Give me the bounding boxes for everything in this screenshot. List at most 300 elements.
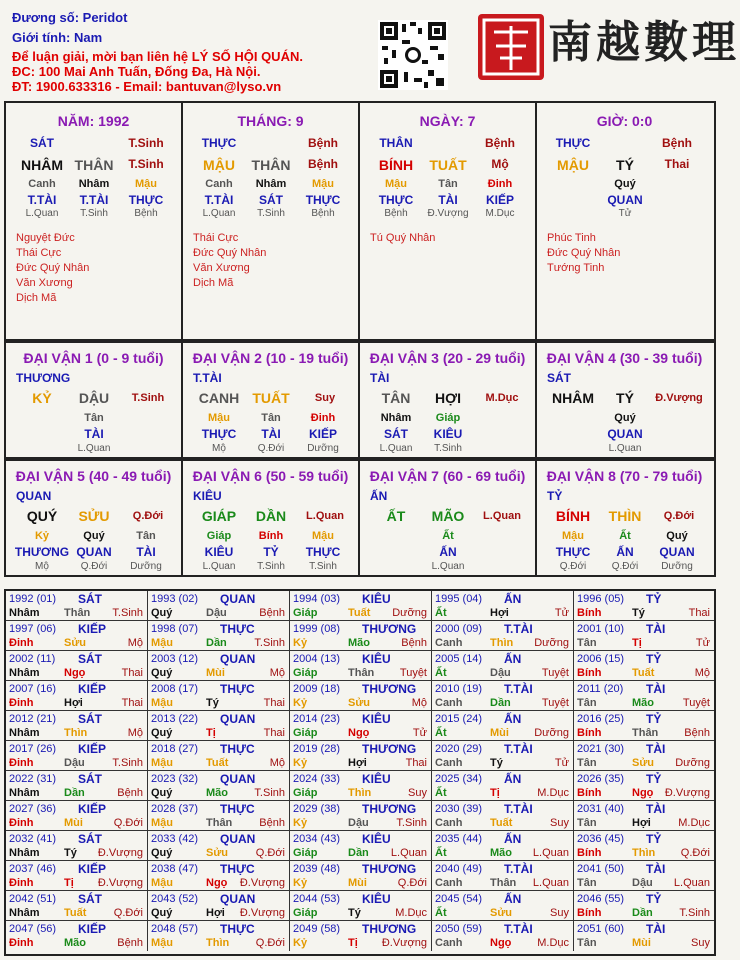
year-grid xyxy=(4,589,716,956)
year-truong-sinh: Tuyệt xyxy=(541,697,569,709)
four-pillars xyxy=(4,101,716,341)
year-chi: Sửu xyxy=(348,697,371,709)
year-truong-sinh: M.Dục xyxy=(537,937,569,949)
year-can: Canh xyxy=(435,817,463,829)
year-chi: Thân xyxy=(64,607,91,619)
year-cell xyxy=(432,621,574,651)
dai-van-h2-1: KIÊU xyxy=(433,427,463,441)
year-chi: Mão xyxy=(206,787,228,799)
pillar-r4-2: KIẾP xyxy=(485,193,515,207)
year-truong-sinh: Tuyệt xyxy=(399,667,427,679)
dai-van-can: QUÝ xyxy=(26,508,58,524)
year-truong-sinh: Dưỡng xyxy=(675,757,710,769)
dai-van-h1-2: Mậu xyxy=(312,530,334,542)
dai-van-truong-sinh: M.Dục xyxy=(485,392,519,404)
dai-van-chi: MÃO xyxy=(431,508,465,524)
year-truong-sinh: Đ.Vượng xyxy=(239,907,285,919)
year-label: 2005 (14) xyxy=(435,653,483,665)
year-star: TỶ xyxy=(646,652,662,666)
qr-code-icon xyxy=(378,20,448,90)
pillar-r2-0: MẬU xyxy=(203,157,235,173)
year-truong-sinh: Thai xyxy=(263,697,285,709)
year-cell xyxy=(432,831,574,861)
year-star: QUAN xyxy=(220,892,256,906)
year-truong-sinh: Q.Đới xyxy=(113,817,143,829)
year-cell xyxy=(148,711,290,741)
year-can: Tân xyxy=(577,757,597,769)
year-chi: Hợi xyxy=(64,697,83,709)
year-label: 2008 (17) xyxy=(151,683,199,695)
year-label: 2044 (53) xyxy=(293,893,341,905)
year-label: 2037 (46) xyxy=(9,863,57,875)
year-star: THƯƠNG xyxy=(362,742,417,756)
dai-van-h2-2: KIẾP xyxy=(308,427,338,441)
year-chi: Tý xyxy=(64,847,77,859)
year-can: Tân xyxy=(577,817,597,829)
year-label: 1994 (03) xyxy=(293,593,341,605)
dai-van-h1-1: Tân xyxy=(261,412,281,424)
pillar-r4-0: T.TÀI xyxy=(27,193,57,207)
year-star: TÀI xyxy=(646,622,666,636)
dai-van-sao: TÀI xyxy=(370,371,390,385)
year-cell xyxy=(432,651,574,681)
dai-van-sao: KIÊU xyxy=(193,489,222,503)
pillar-r4-2: THỰC xyxy=(128,193,164,207)
dai-van-8 xyxy=(537,461,712,575)
year-can: Đinh xyxy=(9,937,34,949)
year-cell xyxy=(574,741,714,771)
pillar-r3-2: Mậu xyxy=(135,178,157,190)
dai-van-title: ĐẠI VẬN 8 (70 - 79 tuổi) xyxy=(546,468,703,484)
dai-van-truong-sinh: Suy xyxy=(314,392,336,404)
year-truong-sinh: Dưỡng xyxy=(534,727,569,739)
year-chi: Ngọ xyxy=(206,877,228,889)
dai-van-chi: HỢI xyxy=(435,390,461,406)
year-cell xyxy=(148,741,290,771)
star-item: Đức Quý Nhân xyxy=(547,247,621,259)
pillar-r1-2: Bệnh xyxy=(485,136,515,150)
year-truong-sinh: Tử xyxy=(412,727,427,739)
year-truong-sinh: Đ.Vượng xyxy=(97,877,143,889)
year-cell xyxy=(148,771,290,801)
dai-van-can: CANH xyxy=(198,390,240,406)
year-cell xyxy=(6,651,148,681)
year-chi: Mão xyxy=(632,697,654,709)
dai-van-h1-0: Kỷ xyxy=(34,530,50,542)
year-cell xyxy=(6,921,148,951)
dai-van-sao: ẤN xyxy=(370,489,388,503)
year-star: QUAN xyxy=(220,772,256,786)
year-cell xyxy=(6,711,148,741)
year-star: KIẾP xyxy=(78,862,107,876)
pillar-r5-0: L.Quan xyxy=(202,208,236,219)
dai-van-h2-1: TÀI xyxy=(84,427,104,441)
pillar-1 xyxy=(183,103,360,339)
year-chi: Sửu xyxy=(64,637,87,649)
pillar-r3-1: Quý xyxy=(614,178,636,190)
year-chi: Ngọ xyxy=(64,667,86,679)
year-chi: Thìn xyxy=(64,727,88,739)
year-can: Bính xyxy=(577,907,602,919)
pillar-r5-2: M.Dục xyxy=(485,208,515,219)
year-label: 2034 (43) xyxy=(293,833,341,845)
dai-van-title: ĐẠI VẬN 7 (60 - 69 tuổi) xyxy=(369,468,526,484)
year-chi: Dần xyxy=(490,697,511,709)
year-label: 2019 (28) xyxy=(293,743,341,755)
year-truong-sinh: Đ.Vượng xyxy=(381,937,427,949)
pillar-r5-0: Bệnh xyxy=(384,208,408,219)
dai-van-h2-2: TÀI xyxy=(136,545,156,559)
year-truong-sinh: Tử xyxy=(554,757,569,769)
year-chi: Tý xyxy=(206,697,219,709)
year-cell xyxy=(290,921,432,951)
year-chi: Tị xyxy=(64,877,74,889)
pillar-r1-2: Bệnh xyxy=(662,136,692,150)
year-truong-sinh: T.Sinh xyxy=(112,757,143,769)
pillar-r2-1: THÂN xyxy=(74,157,114,173)
year-star: TỶ xyxy=(646,832,662,846)
dai-van-h3-1: T.Sinh xyxy=(257,561,285,572)
year-truong-sinh: L.Quan xyxy=(532,877,569,889)
year-chi: Tị xyxy=(206,727,216,739)
year-can: Mậu xyxy=(151,697,173,709)
year-cell xyxy=(574,651,714,681)
dai-van-h3-2: Dưỡng xyxy=(661,561,693,572)
year-can: Canh xyxy=(435,697,463,709)
year-can: Quý xyxy=(151,607,173,619)
year-star: SÁT xyxy=(78,712,102,726)
year-star: THƯƠNG xyxy=(362,862,417,876)
year-star: KIẾP xyxy=(78,802,107,816)
year-cell xyxy=(290,771,432,801)
year-label: 2017 (26) xyxy=(9,743,57,755)
dai-van-title: ĐẠI VẬN 6 (50 - 59 tuổi) xyxy=(192,468,349,484)
year-cell xyxy=(6,891,148,921)
star-item: Dịch Mã xyxy=(193,277,234,289)
year-truong-sinh: T.Sinh xyxy=(254,637,285,649)
star-item: Thái Cực xyxy=(16,247,62,259)
year-label: 2035 (44) xyxy=(435,833,483,845)
pillar-r1-2: Bệnh xyxy=(308,136,338,150)
dai-van-h2-2: QUAN xyxy=(659,545,695,559)
year-star: ẤN xyxy=(504,592,522,606)
year-star: T.TÀI xyxy=(504,922,533,936)
pillar-r5-2: Bệnh xyxy=(311,208,335,219)
dai-van-h2-1: QUAN xyxy=(607,427,643,441)
year-star: KIÊU xyxy=(362,712,391,726)
year-label: 2029 (38) xyxy=(293,803,341,815)
year-cell xyxy=(574,801,714,831)
year-star: QUAN xyxy=(220,592,256,606)
year-label: 2001 (10) xyxy=(577,623,625,635)
year-star: TÀI xyxy=(646,862,666,876)
year-star: THƯƠNG xyxy=(362,802,417,816)
year-cell xyxy=(432,921,574,951)
star-item: Tú Quý Nhân xyxy=(370,232,436,244)
dai-van-h3-0: L.Quan xyxy=(202,561,236,572)
year-truong-sinh: Đ.Vượng xyxy=(239,877,285,889)
year-can: Mậu xyxy=(151,637,173,649)
year-label: 1996 (05) xyxy=(577,593,625,605)
year-truong-sinh: Tử xyxy=(695,637,710,649)
year-chi: Sửu xyxy=(490,907,513,919)
pillar-stars xyxy=(370,231,435,246)
pillar-r3-1: Nhâm xyxy=(255,178,287,190)
year-label: 2030 (39) xyxy=(435,803,483,815)
dai-van-h3-2: Dưỡng xyxy=(307,443,339,454)
year-label: 2024 (33) xyxy=(293,773,341,785)
address: ĐC: 100 Mai Anh Tuấn, Đống Đa, Hà Nội. xyxy=(12,64,261,79)
year-label: 2039 (48) xyxy=(293,863,341,875)
year-chi: Dần xyxy=(348,847,369,859)
year-cell xyxy=(574,711,714,741)
year-can: Nhâm xyxy=(9,787,40,799)
year-star: ẤN xyxy=(504,892,522,906)
star-item: Đức Quý Nhân xyxy=(193,247,267,259)
contact-note: Để luận giải, mời bạn liên hệ LÝ SỐ HỘI QUÁN. xyxy=(12,49,303,64)
year-chi: Thân xyxy=(632,727,659,739)
year-chi: Hợi xyxy=(348,757,367,769)
dai-van-h3-1: T.Sinh xyxy=(434,443,462,454)
dai-van-title: ĐẠI VẬN 4 (30 - 39 tuổi) xyxy=(546,350,703,366)
star-item: Nguyệt Đức xyxy=(16,232,75,244)
dai-van-5 xyxy=(6,461,183,575)
dai-van-can: ẤT xyxy=(386,508,406,524)
year-truong-sinh: Thai xyxy=(405,757,427,769)
year-chi: Mùi xyxy=(632,937,651,949)
star-item: Thái Cực xyxy=(193,232,239,244)
year-label: 2020 (29) xyxy=(435,743,483,755)
year-can: Giáp xyxy=(293,787,318,799)
dai-van-4 xyxy=(537,343,712,457)
pillar-r2-2: Thai xyxy=(664,157,690,171)
year-cell xyxy=(574,681,714,711)
year-cell xyxy=(6,861,148,891)
year-can: Mậu xyxy=(151,937,173,949)
year-chi: Thìn xyxy=(490,637,514,649)
year-star: T.TÀI xyxy=(504,682,533,696)
year-star: THỰC xyxy=(220,802,255,816)
year-truong-sinh: Bệnh xyxy=(684,727,710,739)
year-label: 1998 (07) xyxy=(151,623,199,635)
dai-van-h1-0: Mậu xyxy=(208,412,230,424)
year-truong-sinh: Mộ xyxy=(269,757,285,769)
year-star: THỰC xyxy=(220,862,255,876)
year-label: 2025 (34) xyxy=(435,773,483,785)
dai-van-1 xyxy=(6,343,183,457)
year-cell xyxy=(290,861,432,891)
dai-van-chi: TUẤT xyxy=(252,390,290,406)
year-truong-sinh: L.Quan xyxy=(532,847,569,859)
year-star: T.TÀI xyxy=(504,742,533,756)
year-chi: Dậu xyxy=(348,817,369,829)
header xyxy=(0,0,740,100)
year-chi: Ngọ xyxy=(632,787,654,799)
year-can: Ất xyxy=(435,667,447,679)
dai-van-h2-0: KIÊU xyxy=(204,545,234,559)
year-can: Canh xyxy=(435,757,463,769)
brand-logo: 南越數理 xyxy=(548,17,740,68)
pillar-r1-2: T.Sinh xyxy=(128,136,164,150)
year-star: ẤN xyxy=(504,772,522,786)
dai-van-h3-2: T.Sinh xyxy=(309,561,337,572)
year-cell xyxy=(290,891,432,921)
year-chi: Dần xyxy=(632,907,653,919)
dai-van-title: ĐẠI VẬN 5 (40 - 49 tuổi) xyxy=(15,468,172,484)
dai-van-truong-sinh: Đ.Vượng xyxy=(655,392,703,404)
year-can: Ất xyxy=(435,607,447,619)
year-cell xyxy=(148,861,290,891)
year-star: ẤN xyxy=(504,652,522,666)
dai-van-sao: T.TÀI xyxy=(193,371,222,385)
year-can: Ất xyxy=(435,907,447,919)
year-cell xyxy=(6,831,148,861)
year-cell xyxy=(6,771,148,801)
dai-van-h3-1: L.Quan xyxy=(431,561,465,572)
pillar-3 xyxy=(537,103,712,339)
pillar-r2-2: Mộ xyxy=(491,157,509,171)
year-star: T.TÀI xyxy=(504,862,533,876)
pillar-stars xyxy=(193,231,266,291)
year-label: 2041 (50) xyxy=(577,863,625,875)
year-cell xyxy=(574,891,714,921)
pillar-r5-1: Đ.Vượng xyxy=(427,208,469,219)
year-truong-sinh: T.Sinh xyxy=(396,817,427,829)
year-label: 2009 (18) xyxy=(293,683,341,695)
year-cell xyxy=(432,711,574,741)
pillar-r2-0: MẬU xyxy=(557,157,589,173)
year-label: 2000 (09) xyxy=(435,623,483,635)
year-cell xyxy=(6,681,148,711)
pillar-r4-1: TÀI xyxy=(438,193,458,207)
year-cell xyxy=(432,891,574,921)
year-truong-sinh: Thai xyxy=(688,607,710,619)
year-can: Tân xyxy=(577,637,597,649)
year-label: 2048 (57) xyxy=(151,923,199,935)
year-label: 2033 (42) xyxy=(151,833,199,845)
year-star: QUAN xyxy=(220,652,256,666)
year-can: Nhâm xyxy=(9,607,40,619)
year-label: 2047 (56) xyxy=(9,923,57,935)
year-star: KIẾP xyxy=(78,682,107,696)
dai-van-h2-0: THƯƠNG xyxy=(14,545,70,559)
year-star: TÀI xyxy=(646,802,666,816)
dai-van-h3-0: Mộ xyxy=(35,561,49,572)
year-can: Mậu xyxy=(151,877,173,889)
year-truong-sinh: Q.Đới xyxy=(113,907,143,919)
pillar-r4-1: QUAN xyxy=(607,193,643,207)
year-can: Giáp xyxy=(293,667,318,679)
year-label: 2043 (52) xyxy=(151,893,199,905)
year-label: 2032 (41) xyxy=(9,833,57,845)
year-can: Ất xyxy=(435,847,447,859)
year-can: Kỷ xyxy=(293,697,308,709)
dai-van-h1-2: Quý xyxy=(666,530,688,542)
year-label: 1997 (06) xyxy=(9,623,57,635)
dai-van-h2-0: SÁT xyxy=(384,427,408,441)
year-label: 2016 (25) xyxy=(577,713,625,725)
year-label: 2038 (47) xyxy=(151,863,199,875)
year-chi: Tý xyxy=(490,757,503,769)
dai-van-h2-1: TÀI xyxy=(261,427,281,441)
year-can: Đinh xyxy=(9,697,34,709)
year-cell xyxy=(432,741,574,771)
year-truong-sinh: Đ.Vượng xyxy=(97,847,143,859)
year-label: 1995 (04) xyxy=(435,593,483,605)
year-chi: Tị xyxy=(490,787,500,799)
dai-van-h2-0: THỰC xyxy=(201,427,237,441)
year-chi: Thìn xyxy=(206,937,230,949)
year-cell xyxy=(574,591,714,621)
year-star: TỶ xyxy=(646,712,662,726)
year-label: 2023 (32) xyxy=(151,773,199,785)
year-label: 2006 (15) xyxy=(577,653,625,665)
pillar-r3-1: Tân xyxy=(438,178,458,190)
year-label: 2026 (35) xyxy=(577,773,625,785)
dai-van-title: ĐẠI VẬN 1 (0 - 9 tuổi) xyxy=(23,350,164,366)
year-truong-sinh: T.Sinh xyxy=(112,607,143,619)
year-star: KIÊU xyxy=(362,652,391,666)
star-item: Tướng Tinh xyxy=(547,262,605,274)
year-chi: Tuất xyxy=(348,607,371,619)
year-cell xyxy=(148,891,290,921)
year-star: SÁT xyxy=(78,832,102,846)
year-cell xyxy=(290,711,432,741)
year-label: 2050 (59) xyxy=(435,923,483,935)
year-can: Canh xyxy=(435,937,463,949)
year-chi: Ngọ xyxy=(348,727,370,739)
dai-van-chi: SỬU xyxy=(78,508,110,524)
dai-van-can: TÂN xyxy=(381,390,411,406)
pillar-r3-0: Canh xyxy=(28,178,56,190)
year-chi: Mão xyxy=(490,847,512,859)
year-cell xyxy=(148,831,290,861)
year-cell xyxy=(6,741,148,771)
pillar-r1-0: THỰC xyxy=(201,136,237,150)
dai-van-h1-2: Đinh xyxy=(310,412,336,424)
pillar-r4-2: THỰC xyxy=(305,193,341,207)
gender: Giới tính: Nam xyxy=(12,30,103,45)
dai-van-6 xyxy=(183,461,360,575)
dai-van-sao: TỶ xyxy=(547,489,563,503)
year-star: ẤN xyxy=(504,832,522,846)
dai-van-chi: THÌN xyxy=(608,508,642,524)
year-truong-sinh: L.Quan xyxy=(673,877,710,889)
year-truong-sinh: Suy xyxy=(550,907,569,919)
pillar-r4-0: T.TÀI xyxy=(204,193,234,207)
dai-van-sao: QUAN xyxy=(16,489,52,503)
year-cell xyxy=(574,921,714,951)
dai-van-h2-0: THỰC xyxy=(555,545,591,559)
year-star: SÁT xyxy=(78,772,102,786)
dai-van-h1-1: Quý xyxy=(83,530,105,542)
dai-van-truong-sinh: Q.Đới xyxy=(132,510,164,522)
pillar-title: NĂM: 1992 xyxy=(57,113,130,129)
pillar-r2-1: THÂN xyxy=(251,157,291,173)
year-label: 2002 (11) xyxy=(9,653,56,665)
pillar-r4-1: T.TÀI xyxy=(79,193,109,207)
year-cell xyxy=(148,651,290,681)
dai-van-h1-1: Ất xyxy=(442,530,454,542)
year-label: 2028 (37) xyxy=(151,803,199,815)
dai-van-chi: TÝ xyxy=(616,390,634,406)
year-star: THỰC xyxy=(220,682,255,696)
star-item: Văn Xương xyxy=(193,262,250,274)
dai-van-h2-1: TỶ xyxy=(263,545,279,559)
pillar-title: THÁNG: 9 xyxy=(237,113,304,129)
dai-van-truong-sinh: L.Quan xyxy=(306,510,344,522)
year-chi: Thìn xyxy=(632,847,656,859)
